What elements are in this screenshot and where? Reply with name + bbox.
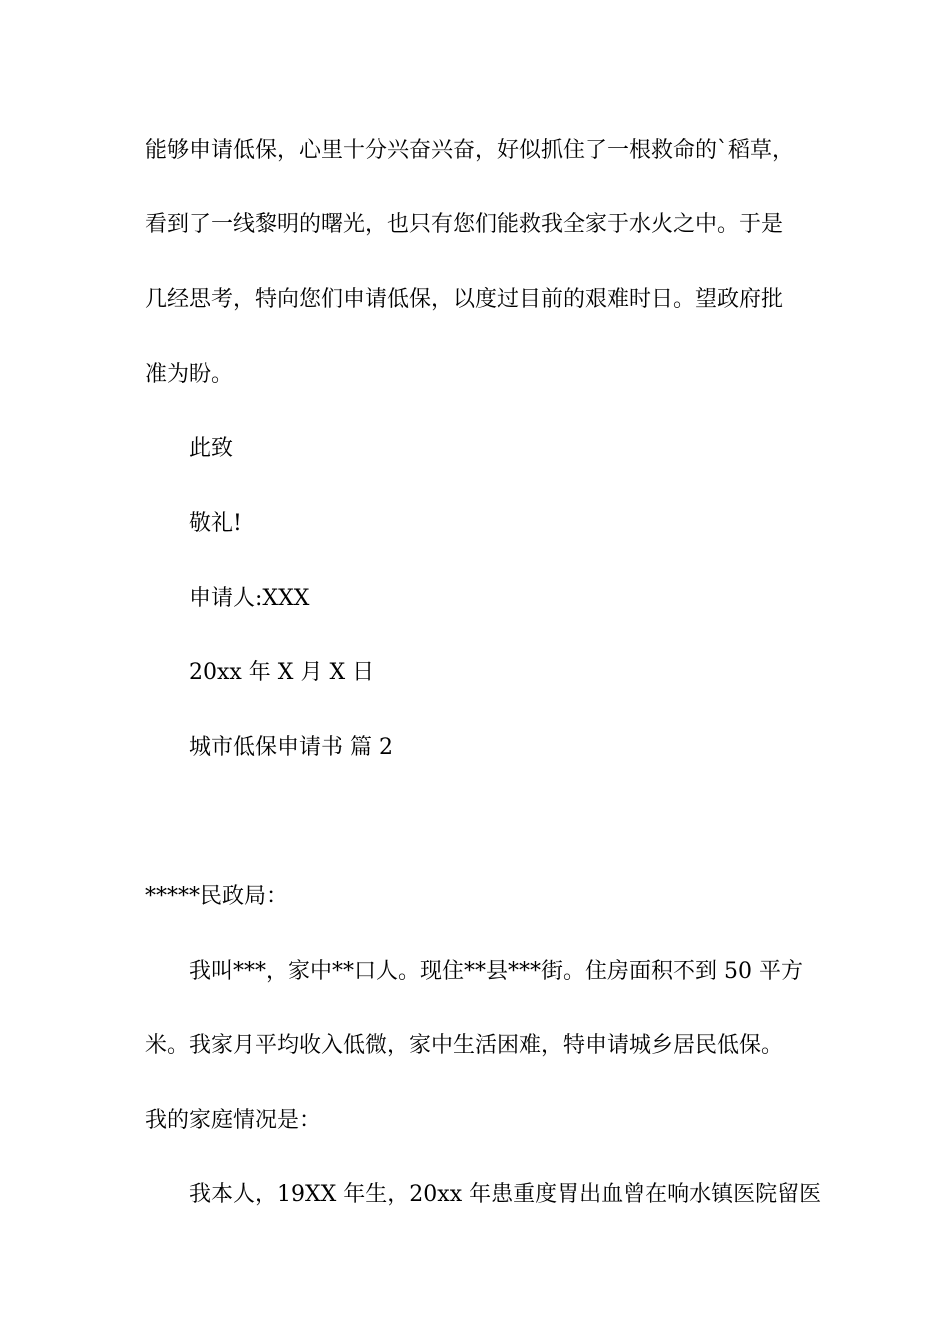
recipient-line: *****民政局： — [145, 884, 289, 909]
section-title: 城市低保申请书 篇 2 — [189, 735, 393, 760]
paragraph-line: 我叫***，家中**口人。现住**县***街。住房面积不到 50 平方 — [189, 959, 803, 984]
closing-respect: 敬礼! — [189, 511, 242, 536]
applicant-signature: 申请人:XXX — [189, 586, 310, 611]
paragraph-line: 看到了一线黎明的曙光，也只有您们能救我全家于水火之中。于是 — [145, 212, 784, 237]
paragraph-line: 我本人，19XX 年生，20xx 年患重度胃出血曾在响水镇医院留医 — [189, 1182, 822, 1207]
paragraph-line: 米。我家月平均收入低微，家中生活困难，特申请城乡居民低保。 — [145, 1033, 784, 1058]
paragraph-line: 能够申请低保，心里十分兴奋兴奋，好似抓住了一根救命的`稻草， — [145, 138, 795, 163]
paragraph-line: 准为盼。 — [145, 362, 234, 387]
date-line: 20xx 年 X 月 X 日 — [189, 660, 375, 685]
paragraph-line: 我的家庭情况是： — [145, 1108, 322, 1133]
paragraph-line: 几经思考，特向您们申请低保，以度过目前的艰难时日。望政府批 — [145, 287, 784, 312]
closing-salutation: 此致 — [189, 436, 234, 461]
